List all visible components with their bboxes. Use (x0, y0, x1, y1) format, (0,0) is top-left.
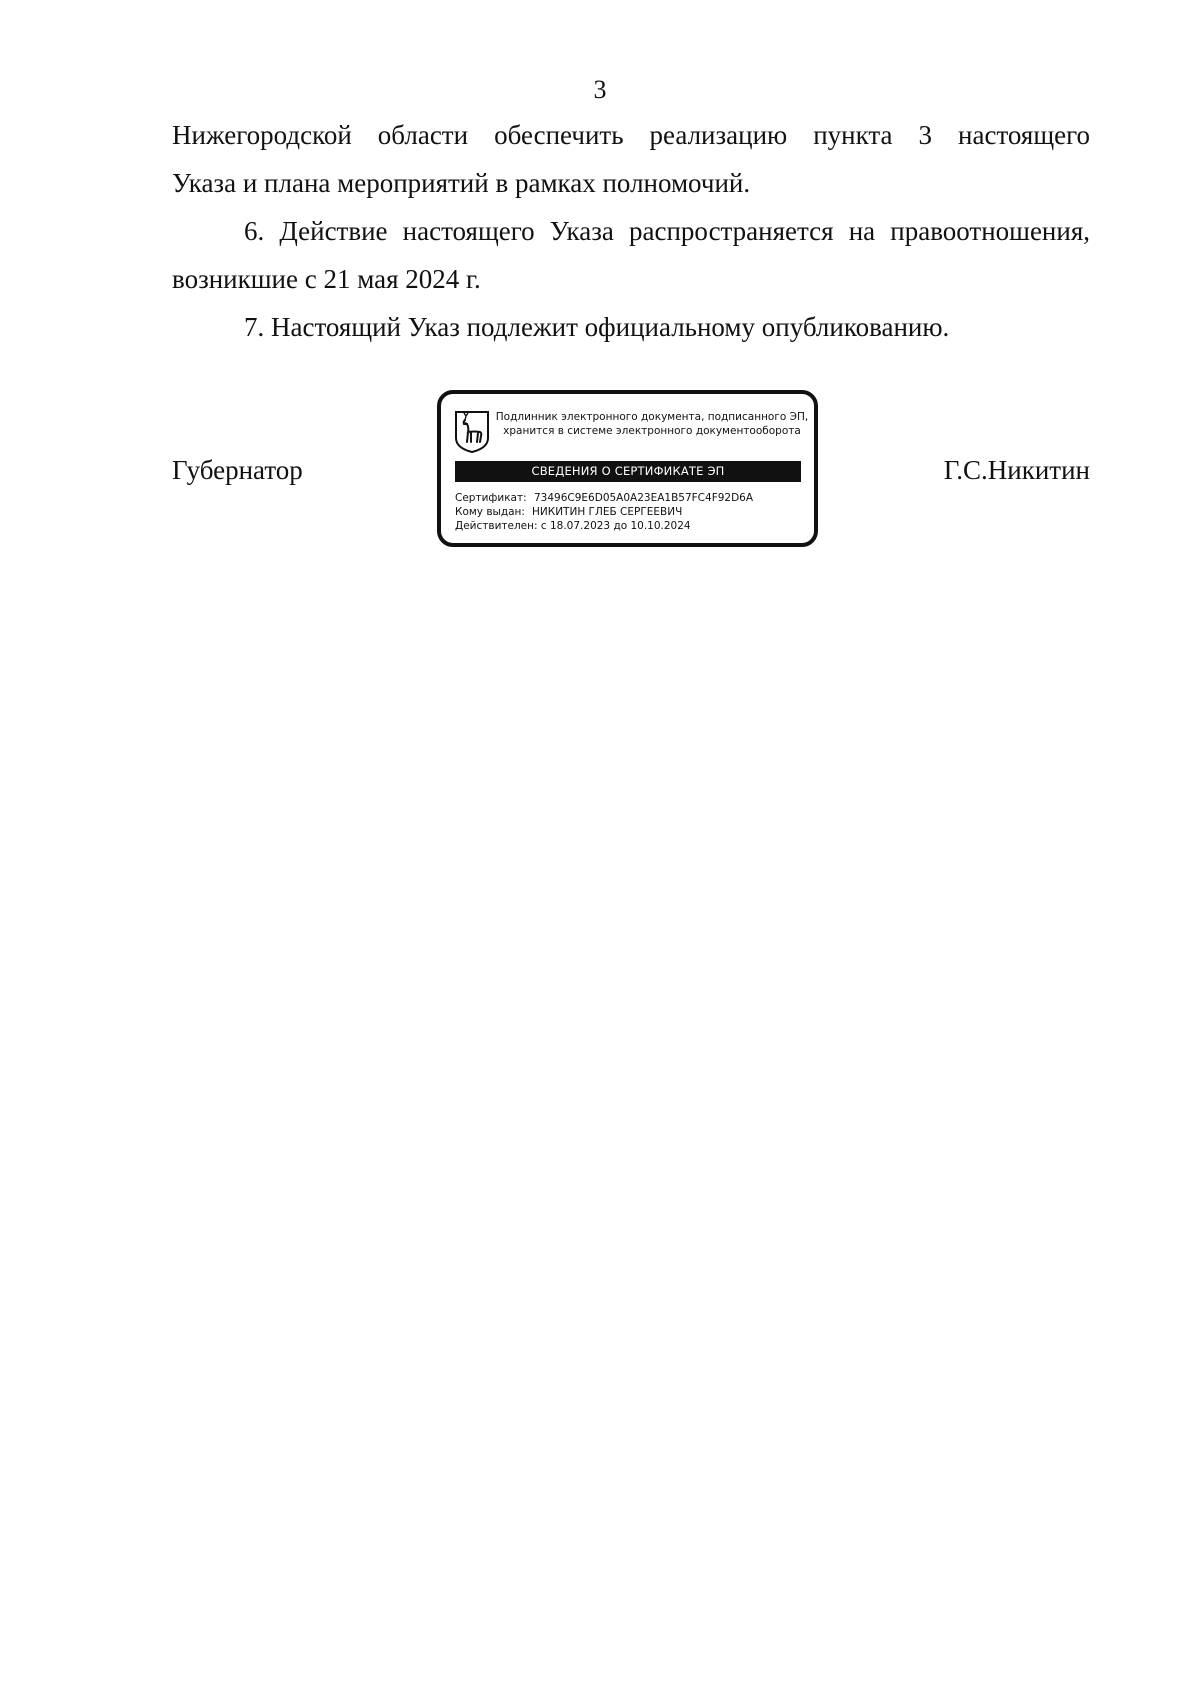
stamp-header-line: хранится в системе электронного документооборота (503, 425, 801, 437)
certificate-label: Сертификат: (455, 492, 527, 504)
certificate-value: 73496C9E6D05A0A23EA1B57FC4F92D6A (534, 492, 754, 504)
page-number: 3 (593, 75, 607, 104)
electronic-signature-stamp (437, 390, 818, 547)
issued-to-value: НИКИТИН ГЛЕБ СЕРГЕЕВИЧ (532, 506, 683, 518)
stamp-header-line: Подлинник электронного документа, подписанного ЭП, (495, 411, 809, 423)
paragraph-line: возникшие с 21 мая 2024 г. (172, 264, 481, 294)
validity-row: Действителен: с 18.07.2023 до 10.10.2024 (455, 520, 691, 532)
stamp-header (493, 410, 811, 438)
deer-emblem-icon (454, 410, 490, 454)
paragraph-line: Указа и плана мероприятий в рамках полномочий. (172, 168, 751, 198)
issued-to-label: Кому выдан: (455, 506, 525, 518)
paragraph-line: 7. Настоящий Указ подлежит официальному опубликованию. (244, 312, 950, 342)
certificate-info-bar: СВЕДЕНИЯ О СЕРТИФИКАТЕ ЭП (455, 461, 801, 482)
issued-to-row (455, 505, 753, 519)
paragraph-6 (172, 207, 1090, 303)
document-body (172, 111, 1090, 351)
paragraph-5-continuation (172, 111, 1090, 207)
certificate-row (455, 491, 753, 505)
signatory-title: Губернатор (172, 455, 303, 485)
paragraph-line: 6. Действие настоящего Указа распространяется на правоотношения, (244, 216, 1090, 246)
signatory-name: Г.С.Никитин (943, 455, 1090, 485)
paragraph-7 (172, 303, 1090, 351)
certificate-details (455, 491, 753, 533)
paragraph-line: Нижегородской области обеспечить реализацию пункта 3 настоящего (172, 120, 1090, 150)
